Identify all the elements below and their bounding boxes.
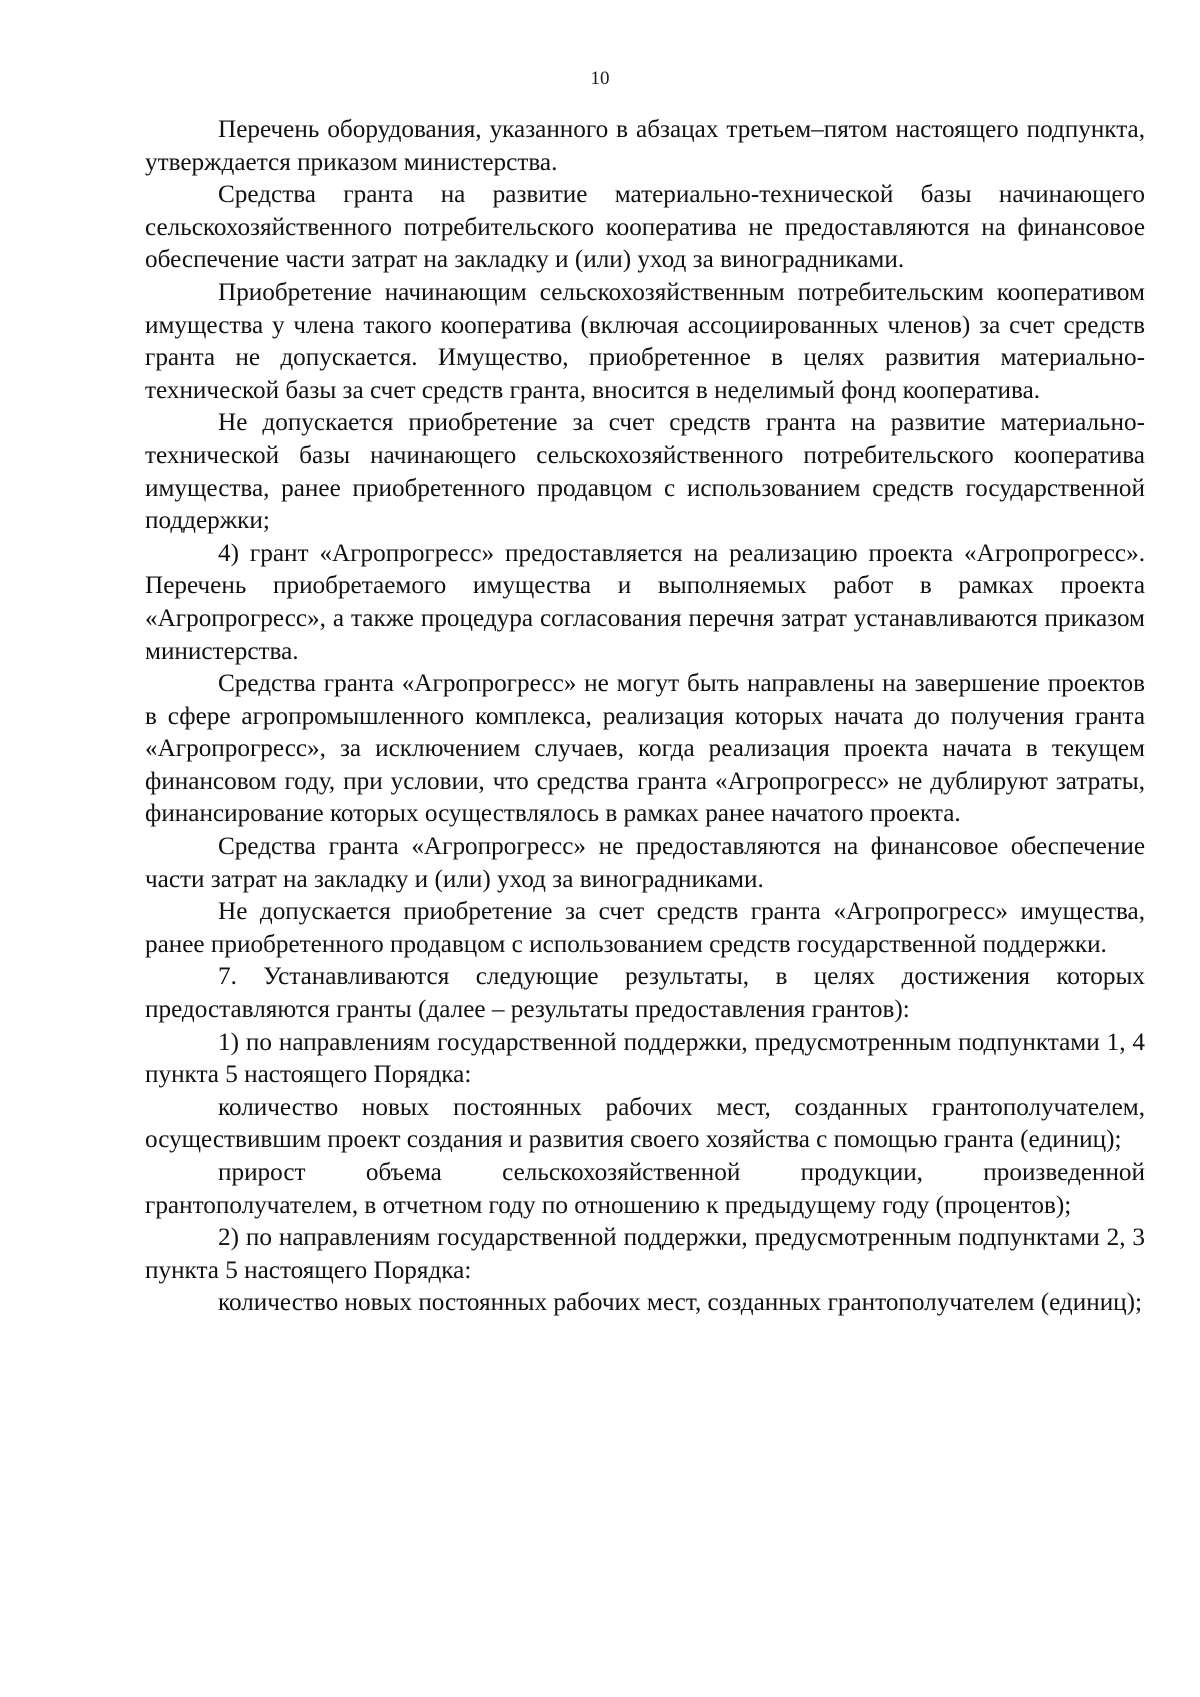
paragraph: Приобретение начинающим сельскохозяйственным потребительским кооперативом имущества у члена такого кооператива (включая ассоциированных членов) за счет средств гранта не допускается. Имущество, приобретенное в целях развития материально-технической базы за счет средств гранта, вносится в неделимый фонд кооператива. (145, 278, 1145, 404)
paragraph: количество новых постоянных рабочих мест, созданных грантополучателем, осуществившим проект создания и развития своего хозяйства с помощью гранта (единиц); (145, 1093, 1145, 1154)
paragraph: количество новых постоянных рабочих мест, созданных грантополучателем (единиц); (218, 1289, 1143, 1317)
paragraph: Не допускается приобретение за счет средств гранта на развитие материально-технической базы начинающего сельскохозяйственного потребительского кооператива имущества, ранее приобретенного продавцом с использованием средств государственной поддержки; (145, 409, 1145, 535)
paragraph: 1) по направлениям государственной поддержки, предусмотренным подпунктами 1, 4 пункта 5 настоящего Порядка: (145, 1028, 1145, 1089)
paragraph: прирост объема сельскохозяйственной продукции, произведенной грантополучателем, в отчетном году по отношению к предыдущему году (процентов); (145, 1159, 1145, 1219)
paragraph: Не допускается приобретение за счет средств гранта «Агропрогресс» имущества, ранее приобретенного продавцом с использованием средств государственной поддержки. (145, 898, 1145, 958)
paragraph: Средства гранта «Агропрогресс» не предоставляются на финансовое обеспечение части затрат на закладку и (или) уход за виноградниками. (145, 833, 1145, 893)
paragraph: 4) грант «Агропрогресс» предоставляется на реализацию проекта «Агропрогресс». Перечень приобретаемого имущества и выполняемых работ в рамках проекта «Агропрогресс», а также процедура согласования перечня затрат устанавливаются приказом министерства. (145, 539, 1145, 665)
document-body (145, 114, 1145, 1320)
paragraph: Перечень оборудования, указанного в абзацах третьем–пятом настоящего подпункта, утверждается приказом министерства. (145, 116, 1145, 176)
paragraph: Средства гранта на развитие материально-технической базы начинающего сельскохозяйственного потребительского кооператива не предоставляются на финансовое обеспечение части затрат на закладку и (или) уход за виноградниками. (145, 181, 1145, 274)
paragraph: 7. Устанавливаются следующие результаты, в целях достижения которых предоставляются гранты (далее – результаты предоставления грантов): (145, 963, 1145, 1024)
page-number: 10 (590, 68, 610, 89)
paragraph: Средства гранта «Агропрогресс» не могут быть направлены на завершение проектов в сфере агропромышленного комплекса, реализация которых начата до получения гранта «Агропрогресс», за исключением случаев, когда реализация проекта начата в текущем финансовом году, при условии, что средства гранта «Агропрогресс» не дублируют затраты, финансирование которых осуществлялось в рамках ранее начатого проекта. (145, 670, 1145, 828)
paragraph: 2) по направлениям государственной поддержки, предусмотренным подпунктами 2, 3 пункта 5 настоящего Порядка: (145, 1224, 1145, 1284)
